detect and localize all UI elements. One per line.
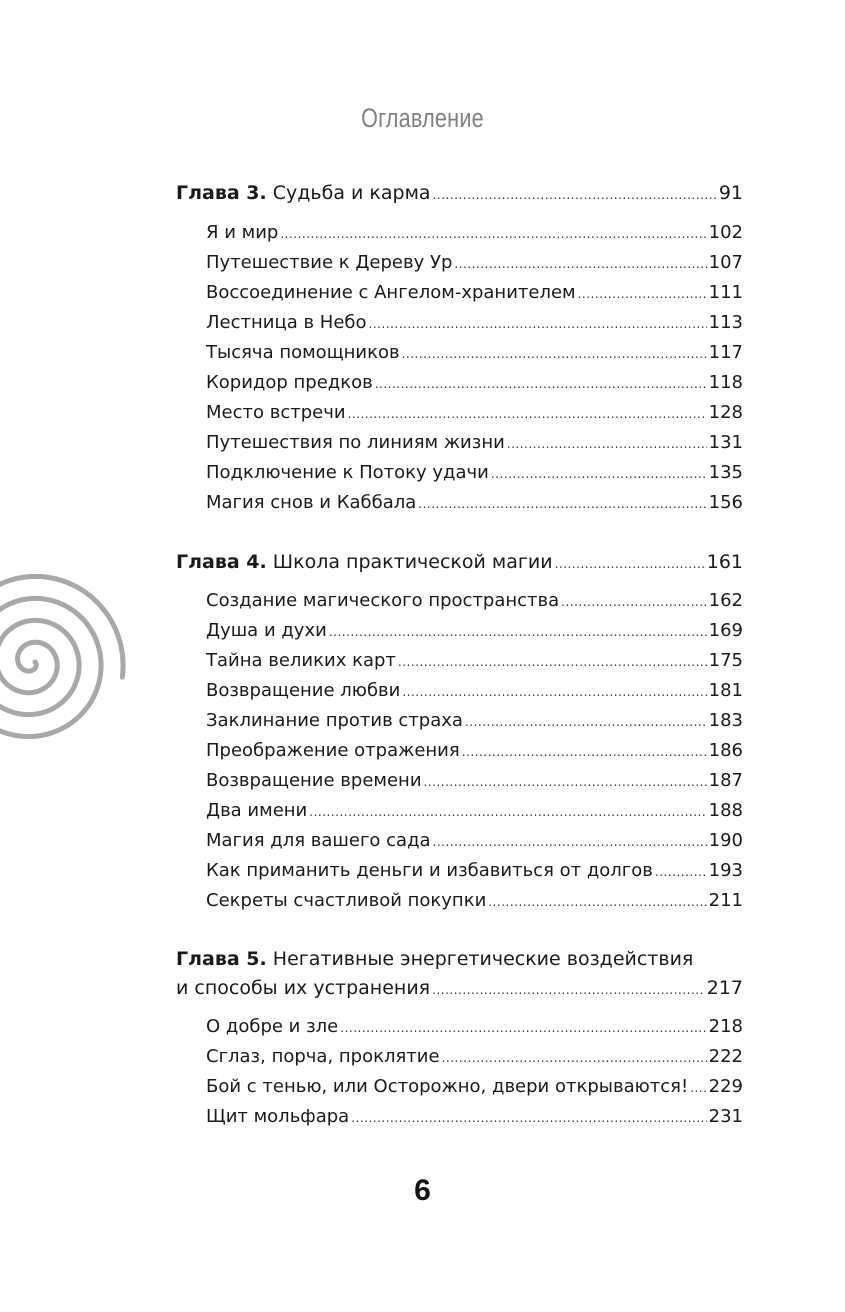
section-title: Возвращение любви — [206, 680, 401, 701]
section-title: Как приманить деньги и избавиться от долгов — [206, 860, 653, 881]
chapter-title: Судьба и карма — [266, 182, 431, 204]
dot-leader — [402, 679, 706, 704]
section-title: Секреты счастливой покупки — [206, 890, 487, 911]
section-title: Место встречи — [206, 402, 346, 423]
page-number: 169 — [708, 620, 743, 641]
section-entry[interactable] — [206, 829, 743, 853]
section-entry[interactable] — [206, 1015, 743, 1039]
dot-leader — [351, 1105, 706, 1130]
section-title: О добре и зле — [206, 1016, 339, 1037]
chapter-entry-line2[interactable] — [176, 976, 743, 1000]
section-title: Заклинание против страха — [206, 710, 463, 731]
page-title: Оглавление — [361, 103, 484, 133]
spiral-icon — [0, 535, 165, 790]
page-number-footer: 6 — [414, 1174, 431, 1207]
dot-leader — [340, 1015, 706, 1040]
section-entry[interactable] — [206, 311, 743, 335]
dot-leader — [418, 491, 706, 516]
chapter-title: Негативные энергетические воздействия — [266, 948, 694, 970]
dot-leader — [690, 1075, 706, 1100]
dot-leader — [491, 461, 707, 486]
dot-leader — [424, 769, 707, 794]
page-number: 218 — [708, 1016, 743, 1037]
page-number: 107 — [708, 252, 743, 273]
section-entry[interactable] — [206, 589, 743, 613]
chapter-label: Глава 3. — [176, 182, 267, 204]
section-title: Бой с тенью, или Осторожно, двери открываются! — [206, 1076, 689, 1097]
dot-leader — [465, 709, 707, 734]
chapter-label: Глава 5. — [176, 948, 267, 970]
section-title: Создание магического пространства — [206, 590, 560, 611]
section-title: Возвращение времени — [206, 770, 422, 791]
dot-leader — [348, 401, 707, 426]
page-number: 193 — [708, 860, 743, 881]
dot-leader — [369, 311, 707, 336]
section-entry[interactable] — [206, 709, 743, 733]
page-number: 187 — [708, 770, 743, 791]
section-entry[interactable] — [206, 1105, 743, 1129]
page-number: 183 — [708, 710, 743, 731]
page-number: 229 — [708, 1076, 743, 1097]
page-number: 91 — [718, 182, 743, 204]
dot-leader — [488, 889, 706, 914]
page-number: 186 — [708, 740, 743, 761]
section-entry[interactable] — [206, 1045, 743, 1069]
page-number: 117 — [708, 342, 743, 363]
section-entry[interactable] — [206, 401, 743, 425]
page-number: 161 — [706, 551, 743, 573]
section-title: Коридор предков — [206, 372, 373, 393]
page-number: 113 — [708, 312, 743, 333]
page-number: 135 — [708, 462, 743, 483]
section-title: Путешествия по линиям жизни — [206, 432, 505, 453]
dot-leader — [442, 1045, 707, 1070]
section-entry[interactable] — [206, 341, 743, 365]
dot-leader — [329, 619, 707, 644]
page-number: 118 — [708, 372, 743, 393]
section-entry[interactable] — [206, 649, 743, 673]
page-number: 162 — [708, 590, 743, 611]
section-entry[interactable] — [206, 491, 743, 515]
chapter-entry-line1[interactable] — [176, 947, 693, 971]
page-number: 181 — [708, 680, 743, 701]
dot-leader — [280, 221, 706, 246]
section-entry[interactable] — [206, 859, 743, 883]
section-title: Щит мольфара — [206, 1106, 350, 1127]
dot-leader — [655, 859, 707, 884]
dot-leader — [462, 739, 707, 764]
chapter-title: Школа практической магии — [266, 551, 553, 573]
page-number: 111 — [708, 282, 743, 303]
chapter-label: Глава 4. — [176, 551, 267, 573]
page-number: 217 — [706, 977, 743, 999]
page-number: 102 — [708, 222, 743, 243]
dot-leader — [561, 589, 706, 614]
section-entry[interactable] — [206, 889, 743, 913]
page-number: 190 — [708, 830, 743, 851]
page-number: 131 — [708, 432, 743, 453]
section-entry[interactable] — [206, 371, 743, 395]
page-number: 128 — [708, 402, 743, 423]
page-number: 156 — [708, 492, 743, 513]
dot-leader — [433, 829, 707, 854]
page-number: 188 — [708, 800, 743, 821]
section-title: Магия снов и Каббала — [206, 492, 417, 513]
section-entry[interactable] — [206, 251, 743, 275]
section-title: Два имени — [206, 800, 308, 821]
section-title: Сглаз, порча, проклятие — [206, 1046, 440, 1067]
page-number: 231 — [708, 1106, 743, 1127]
dot-leader — [578, 281, 707, 306]
dot-leader — [433, 181, 717, 207]
section-title: Я и мир — [206, 222, 279, 243]
dot-leader — [375, 371, 707, 396]
dot-leader — [398, 649, 707, 674]
section-entry[interactable] — [206, 739, 743, 763]
section-title: Преображение отражения — [206, 740, 460, 761]
section-entry[interactable] — [206, 619, 743, 643]
section-title: Воссоединение с Ангелом-хранителем — [206, 282, 576, 303]
dot-leader — [555, 550, 705, 576]
section-entry[interactable] — [206, 221, 743, 245]
section-title: Тысяча помощников — [206, 342, 400, 363]
dot-leader — [507, 431, 707, 456]
section-entry[interactable] — [206, 461, 743, 485]
section-entry[interactable] — [206, 1075, 743, 1099]
section-entry[interactable] — [206, 799, 743, 823]
dot-leader — [309, 799, 706, 824]
section-title: Подключение к Потоку удачи — [206, 462, 489, 483]
chapter-title-continued: и способы их устранения — [176, 977, 431, 999]
section-title: Тайна великих карт — [206, 650, 396, 671]
section-entry[interactable] — [206, 431, 743, 455]
page-number: 222 — [708, 1046, 743, 1067]
section-entry[interactable] — [206, 281, 743, 305]
section-entry[interactable] — [206, 769, 743, 793]
section-title: Душа и духи — [206, 620, 327, 641]
dot-leader — [402, 341, 707, 366]
chapter-entry[interactable] — [176, 550, 743, 574]
section-title: Лестница в Небо — [206, 312, 367, 333]
section-entry[interactable] — [206, 679, 743, 703]
page-number: 211 — [708, 890, 743, 911]
page-number: 175 — [708, 650, 743, 671]
dot-leader — [432, 976, 705, 1002]
section-title: Магия для вашего сада — [206, 830, 431, 851]
dot-leader — [454, 251, 706, 276]
section-title: Путешествие к Дереву Ур — [206, 252, 453, 273]
chapter-entry[interactable] — [176, 181, 743, 205]
